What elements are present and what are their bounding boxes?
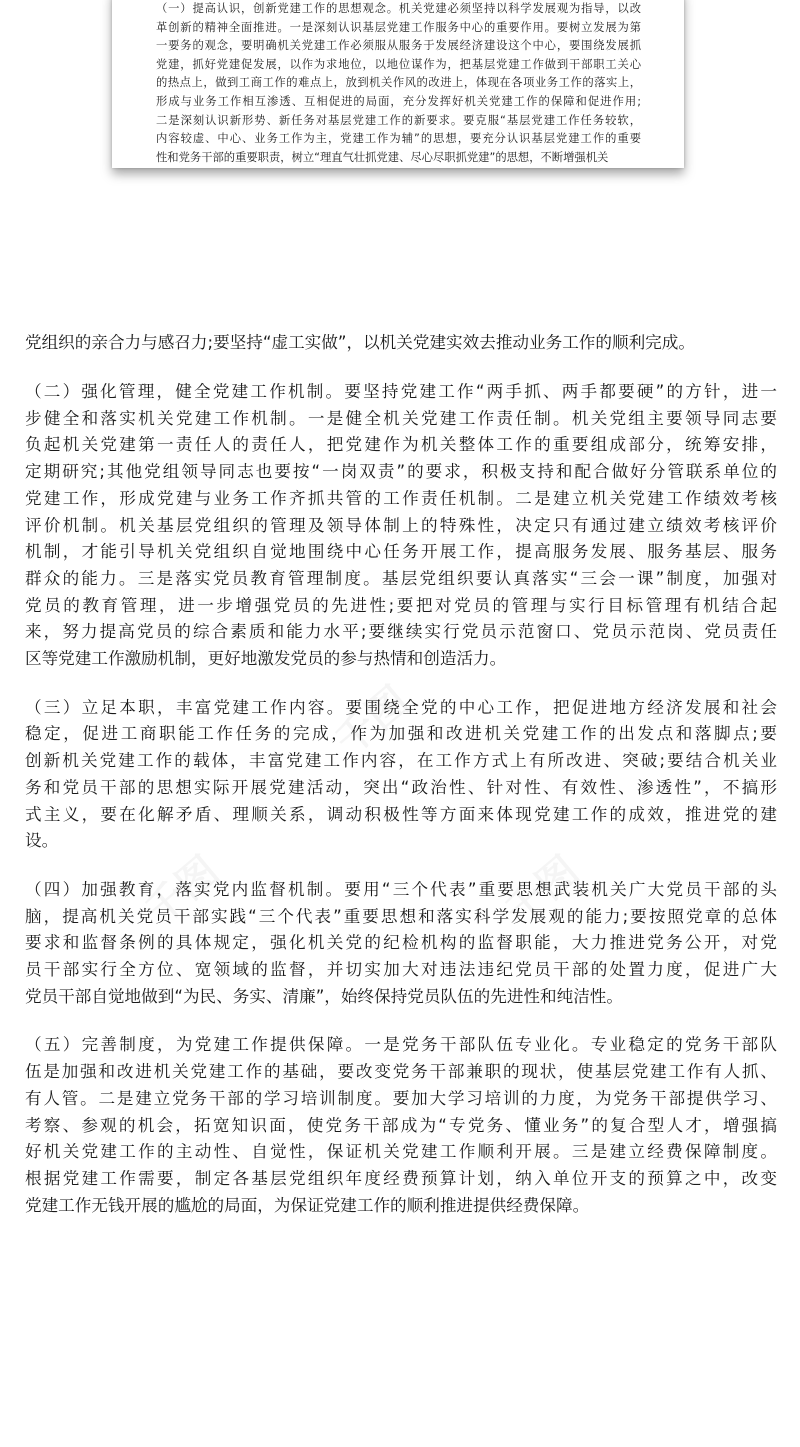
text-line: 好机关党建工作的主动性、自觉性，保证机关党建工作顺利开展。三是建立经费保障制度。 [25,1142,777,1162]
text-line: 脑，提高机关党员干部实践“三个代表”重要思想和落实科学发展观的能力;要按照党章的总体 [25,906,777,926]
text-line: 二是深刻认识新形势、新任务对基层党建工作的新要求。要克服“基层党建工作任务较软， [156,113,641,127]
text-line: 伍是加强和改进机关党建工作的基础，要改变党务干部兼职的现状，使基层党建工作有人抓、 [25,1062,777,1082]
text-line: 务和党员干部的思想实际开展党建活动，突出“政治性、针对性、有效性、渗透性”，不搞形 [25,777,777,797]
paragraph [25,695,777,855]
text-line: 定期研究;其他党组领导同志也要按“一岗双责”的要求，积极支持和配合做好分管联系单位的 [25,462,777,482]
text-line: （四）加强教育，落实党内监督机制。要用“三个代表”重要思想武装机关广大党员干部的头 [25,879,777,899]
document-body [25,379,777,1241]
text-line: 革创新的精神全面推进。一是深刻认识基层党建工作服务中心的重要作用。要树立发展为第 [156,20,641,34]
text-line: （二）强化管理，健全党建工作机制。要坚持党建工作“两手抓、两手都要硬”的方针，进一 [25,382,777,401]
text-line: 群众的能力。三是落实党员教育管理制度。基层党组织要认真落实“三会一课”制度，加强对 [25,568,777,588]
text-line: （五）完善制度，为党建工作提供保障。一是党务干部队伍专业化。专业稳定的党务干部队 [25,1035,777,1055]
text-line: 内容较虚、中心、业务工作为主，党建工作为辅”的思想，要充分认识基层党建工作的重要 [156,132,641,146]
continuation-paragraph [25,330,777,357]
paragraph [25,1032,777,1219]
text-line: 一要务的观念，要明确机关党建工作必须服从服务于发展经济建设这个中心，要围绕发展抓 [156,39,641,53]
text-line: 设。 [25,831,59,851]
paragraph [25,379,777,673]
text-line: 要求和监督条例的具体规定，强化机关党的纪检机构的监督职能，大力推进党务公开，对党 [25,933,777,953]
text-line: 负起机关党建第一责任人的责任人，把党建作为机关整体工作的重要组成部分，统筹安排， [25,435,777,455]
text-line: 步健全和落实机关党建工作机制。一是健全机关党建工作责任制。机关党组主要领导同志要 [25,408,777,428]
text-line: 式主义，要在化解矛盾、理顺关系，调动积极性等方面来体现党建工作的成效，推进党的建 [25,804,777,824]
text-line: 机制，才能引导机关党组织自觉地围绕中心任务开展工作，提高服务发展、服务基层、服务 [25,542,777,562]
text-line: 形成与业务工作相互渗透、互相促进的局面，充分发挥好机关党建工作的保障和促进作用; [156,94,641,108]
text-line: 的热点上，做到工商工作的难点上，放到机关作风的改进上，体现在各项业务工作的落实上， [156,76,641,90]
text-line: 创新机关党建工作的载体，丰富党建工作内容，在工作方式上有所改进、突破;要结合机关业 [25,751,777,771]
text-line: 来，努力提高党员的综合素质和能力水平;要继续实行党员示范窗口、党员示范岗、党员责任 [25,622,777,642]
text-line: （一）提高认识，创新党建工作的思想观念。机关党建必须坚持以科学发展观为指导，以改 [156,2,641,15]
text-line: 性和党务干部的重要职责，树立“理直气壮抓党建、尽心尽职抓党建”的思想，不断增强机关 [156,150,609,164]
text-line: 评价机制。机关基层党组织的管理及领导体制上的特殊性，决定只有通过建立绩效考核评价 [25,515,777,535]
preview-paragraph [156,0,641,167]
text-line: 有人管。二是建立党务干部的学习培训制度。要加大学习培训的力度，为党务干部提供学习、 [25,1088,777,1108]
text-line: 根据党建工作需要，制定各基层党组织年度经费预算计划，纳入单位开支的预算之中，改变 [25,1168,777,1188]
paragraph [25,877,777,1011]
text-line: 稳定，促进工商职能工作任务的完成，作为加强和改进机关党建工作的出发点和落脚点;要 [25,724,777,744]
text-line: 党建工作，形成党建与业务工作齐抓共管的工作责任机制。二是建立机关党建工作绩效考核 [25,488,777,508]
text-line: 党组织的亲合力与感召力;要坚持“虚工实做”，以机关党建实效去推动业务工作的顺利完成。 [25,333,695,352]
document-preview-card [112,0,684,168]
text-line: 党建工作无钱开展的尴尬的局面，为保证党建工作的顺利推进提供经费保障。 [25,1195,590,1215]
text-line: 党建，抓好党建促发展，以作为求地位，以地位谋作为，把基层党建工作做到干部职工关心 [156,57,641,71]
text-line: 党员干部自觉地做到“为民、务实、清廉”，始终保持党员队伍的先进性和纯洁性。 [25,986,623,1006]
text-line: 党员的教育管理，进一步增强党员的先进性;要把对党员的管理与实行目标管理有机结合起 [25,595,777,615]
text-line: 员干部实行全方位、宽领域的监督，并切实加大对违法违纪党员干部的处置力度，促进广大 [25,960,777,980]
text-line: （三）立足本职，丰富党建工作内容。要围绕全党的中心工作，把促进地方经济发展和社会 [25,697,777,717]
text-line: 考察、参观的机会，拓宽知识面，使党务干部成为“专党务、懂业务”的复合型人才，增强搞 [25,1115,777,1135]
text-line: 区等党建工作激励机制，更好地激发党员的参与热情和创造活力。 [25,649,507,669]
